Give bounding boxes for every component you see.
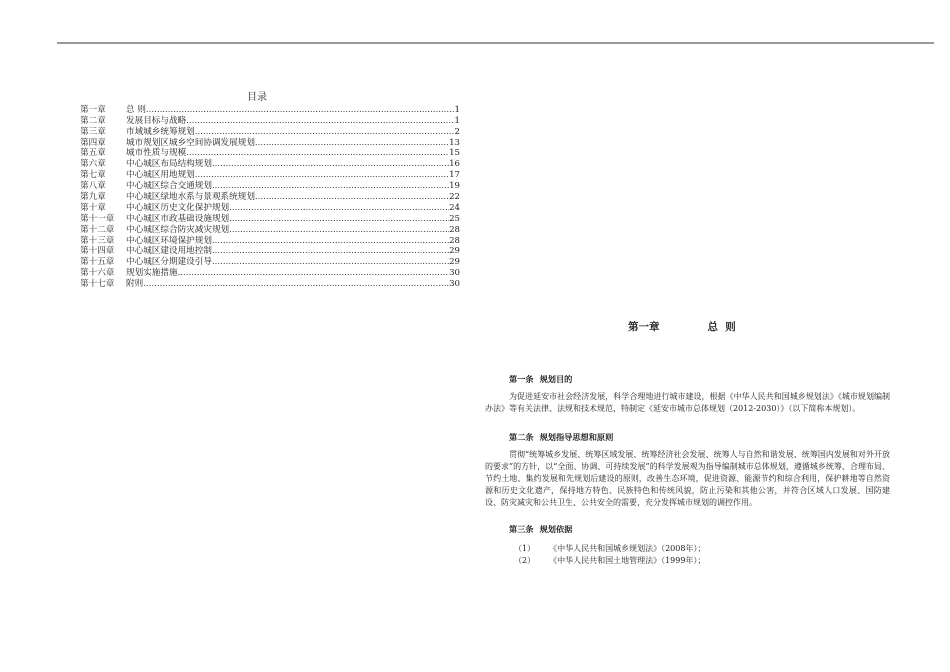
- toc-entry-number: 第四章: [80, 137, 106, 148]
- toc-entry-title: 中心城区综合防灾减灾规划: [126, 224, 230, 235]
- toc-leader-dots: [146, 105, 455, 115]
- toc-entry-number: 第十二章: [80, 224, 115, 235]
- toc-entry-title: 中心城区分期建设引导: [126, 257, 212, 268]
- toc-entry[interactable]: [80, 137, 460, 148]
- toc-entry-number: 第六章: [80, 159, 106, 170]
- list-item: [514, 543, 890, 555]
- toc-entry-page: 28: [449, 224, 460, 235]
- toc-entry-page: 28: [449, 235, 460, 246]
- list-item-text: 《中华人民共和国城乡规划法》（2008年）；: [549, 544, 706, 553]
- toc-entry[interactable]: [80, 202, 460, 213]
- toc-entry-number: 第十三章: [80, 235, 115, 246]
- basis-list: [485, 543, 890, 567]
- toc-entry-title: 中心城区综合交通规划: [126, 181, 212, 192]
- toc-entry-page: 1: [454, 115, 460, 126]
- toc-entry-title: 中心城区用地规划: [126, 170, 195, 181]
- toc-entry-page: 1: [454, 104, 460, 115]
- list-item-number: （1）: [514, 544, 536, 553]
- toc-entry-number: 第十章: [80, 202, 106, 213]
- toc-leader-dots: [178, 268, 449, 278]
- toc-entry-page: 30: [449, 268, 460, 279]
- article-title: 规划依据: [539, 524, 573, 534]
- article-label: 第二条: [509, 432, 534, 442]
- article-heading: [509, 431, 890, 443]
- toc-leader-dots: [212, 181, 449, 191]
- article-title: 规划目的: [539, 374, 573, 384]
- toc-entry-number: 第八章: [80, 181, 106, 192]
- toc-entry-title: 中心城区布局结构规划: [126, 159, 212, 170]
- toc-entry[interactable]: [80, 115, 460, 126]
- toc-leader-dots: [212, 159, 449, 169]
- toc-entry-page: 22: [449, 192, 460, 203]
- toc-entry-number: 第十一章: [80, 213, 115, 224]
- list-item-text: 《中华人民共和国土地管理法》（1999年）；: [549, 556, 706, 565]
- toc-title: 目录: [247, 92, 267, 103]
- toc-entry[interactable]: [80, 256, 460, 267]
- toc-entry-number: 第二章: [80, 115, 106, 126]
- toc-entry-number: 第一章: [80, 104, 106, 115]
- toc-entry-number: 第三章: [80, 126, 106, 137]
- toc-entry-page: 17: [449, 170, 460, 181]
- toc-entry[interactable]: [80, 169, 460, 180]
- chapter-title: 总 则: [707, 321, 736, 333]
- toc-entry-title: 中心城区历史文化保护规划: [126, 202, 230, 213]
- toc-entry-page: 16: [449, 159, 460, 170]
- document-body: [485, 373, 890, 567]
- toc-entry-page: 30: [449, 279, 460, 290]
- toc-entry-title: 中心城区市政基础设施规划: [126, 213, 230, 224]
- toc-entry[interactable]: [80, 213, 460, 224]
- list-item-number: （2）: [514, 556, 536, 565]
- article-label: 第一条: [509, 374, 534, 384]
- toc-entry[interactable]: [80, 246, 460, 257]
- toc-leader-dots: [186, 148, 449, 158]
- toc-entry-page: 29: [449, 246, 460, 257]
- toc-entry[interactable]: [80, 224, 460, 235]
- toc-entry-title: 城市性质与规模: [126, 148, 187, 159]
- chapter-heading: [628, 319, 736, 334]
- article-label: 第三条: [509, 524, 534, 534]
- toc-entry-title: 附则: [126, 279, 144, 290]
- toc-entry-title: 城市规划区城乡空间协调发展规划: [126, 137, 255, 148]
- toc-entry-page: 19: [449, 181, 460, 192]
- toc-entry-number: 第九章: [80, 192, 106, 203]
- toc-leader-dots: [212, 246, 449, 256]
- toc-entry-page: 13: [449, 137, 460, 148]
- toc-entry-number: 第十六章: [80, 268, 115, 279]
- list-item: [514, 555, 890, 567]
- article-title: 规划指导思想和原则: [539, 432, 614, 442]
- chapter-number: 第一章: [628, 321, 660, 333]
- toc-entry-title: 中心城区建设用地控制: [126, 246, 212, 257]
- toc-entry-number: 第七章: [80, 170, 106, 181]
- toc-leader-dots: [186, 116, 454, 126]
- article-heading: [509, 523, 890, 535]
- table-of-contents: [80, 104, 460, 289]
- toc-entry[interactable]: [80, 158, 460, 169]
- toc-entry[interactable]: [80, 191, 460, 202]
- toc-entry-number: 第十四章: [80, 246, 115, 257]
- toc-leader-dots: [143, 279, 449, 289]
- toc-entry-page: 24: [449, 202, 460, 213]
- toc-entry-title: 市域城乡统筹规划: [126, 126, 195, 137]
- toc-entry-title: 中心城区环境保护规划: [126, 235, 212, 246]
- toc-entry-title: 中心城区绿地水系与景观系统规划: [126, 192, 255, 203]
- toc-entry[interactable]: [80, 235, 460, 246]
- toc-entry[interactable]: [80, 126, 460, 137]
- article-paragraph: 贯彻“统筹城乡发展、统筹区域发展、统筹经济社会发展、统筹人与自然和谐发展、统筹国内发展和对外开放的要求”的方针，以“全面、协调、可持续发展”的科学发展观为指导编制城市总体规划，遵循城乡统筹、合理布局、节约土地、集约发展和先规划后建设的原则，改善生态环境，促进资源、能源节约和综合利用，保护耕地等自然资源和历史文化遗产，保持地方特色、民族特色和传统风貌，防止污染和其他公害，并符合区域人口发展、国防建设、防灾减灾和公共卫生、公共安全的需要，充分发挥城市规划的调控作用。: [485, 450, 890, 507]
- toc-entry-page: 15: [449, 148, 460, 159]
- toc-entry-page: 2: [454, 126, 460, 137]
- toc-leader-dots: [212, 257, 449, 267]
- toc-entry-number: 第十七章: [80, 279, 115, 290]
- toc-leader-dots: [229, 225, 449, 235]
- toc-entry[interactable]: [80, 104, 460, 115]
- toc-leader-dots: [255, 138, 449, 148]
- toc-entry-title: 总 则: [126, 104, 146, 115]
- toc-entry[interactable]: [80, 180, 460, 191]
- toc-entry-number: 第五章: [80, 148, 106, 159]
- toc-entry-title: 发展目标与战略: [126, 115, 187, 126]
- toc-leader-dots: [229, 214, 449, 224]
- article-paragraph: 为促进延安市社会经济发展，科学合理地进行城市建设，根据《中华人民共和国城乡规划法》《城市规划编制办法》等有关法律、法规和技术规范，特制定《延安市城市总体规划（2012-2030）》（以下简称本规划）。: [485, 392, 890, 413]
- toc-entry-number: 第十五章: [80, 257, 115, 268]
- top-rule: [57, 42, 934, 44]
- toc-entry-page: 25: [449, 213, 460, 224]
- toc-entry[interactable]: [80, 278, 460, 289]
- toc-leader-dots: [255, 192, 449, 202]
- toc-leader-dots: [212, 236, 449, 246]
- toc-leader-dots: [195, 170, 449, 180]
- toc-entry-title: 规划实施措施: [126, 268, 178, 279]
- toc-entry-page: 29: [449, 257, 460, 268]
- article-heading: [509, 373, 890, 385]
- toc-leader-dots: [195, 127, 455, 137]
- toc-entry[interactable]: [80, 267, 460, 278]
- toc-leader-dots: [229, 203, 449, 213]
- toc-entry[interactable]: [80, 148, 460, 159]
